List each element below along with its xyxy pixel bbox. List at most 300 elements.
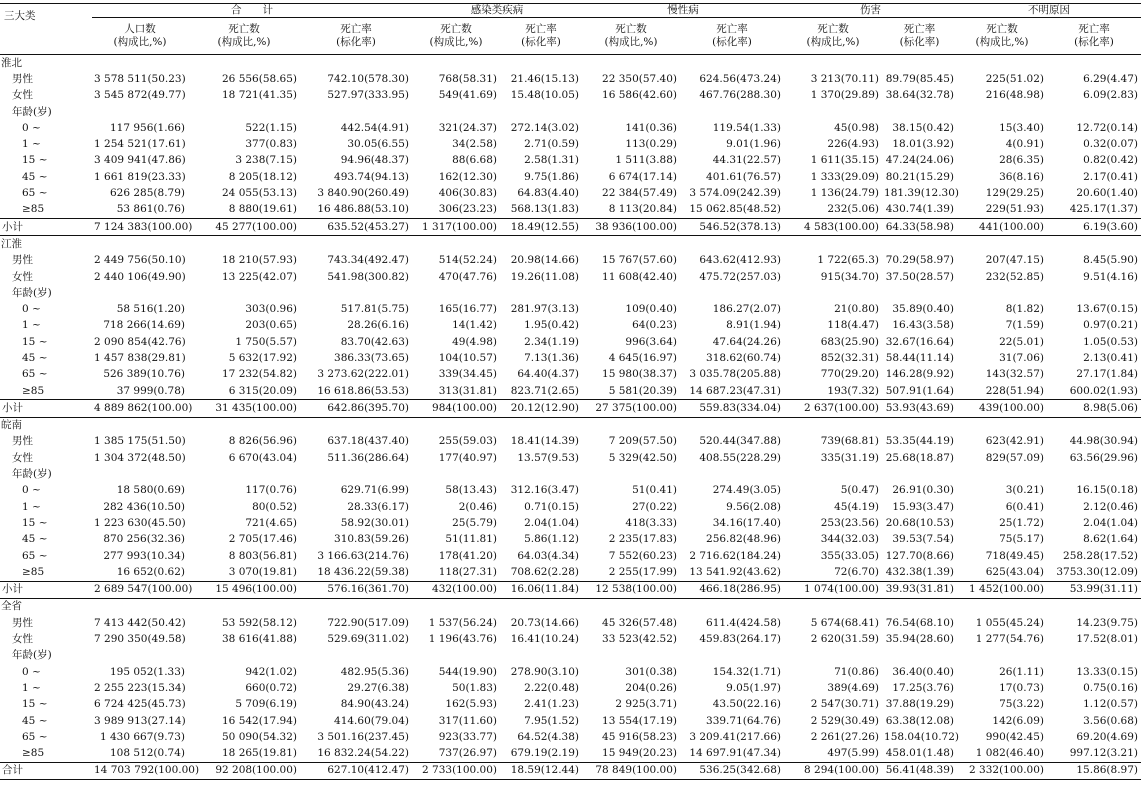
table-cell bbox=[412, 55, 500, 72]
table-cell: 430.74(1.39) bbox=[885, 203, 955, 216]
table-cell: 232(5.06) bbox=[827, 203, 880, 216]
row-label: 1 ~ bbox=[22, 138, 41, 151]
column-header-line: 死亡数 bbox=[817, 23, 849, 35]
table-cell bbox=[300, 285, 412, 301]
row-label: 合计 bbox=[0, 762, 92, 779]
table-cell bbox=[188, 417, 300, 434]
column-header-line: 死亡率 bbox=[340, 23, 372, 35]
table-cell: 6.09(2.83) bbox=[1083, 89, 1139, 102]
table-cell: 22(5.01) bbox=[999, 335, 1045, 348]
column-header-line: 死亡率 bbox=[525, 23, 557, 35]
column-header-line: (构成比,%) bbox=[806, 36, 860, 48]
table-cell: 6 315(20.09) bbox=[228, 384, 297, 397]
table-cell: 15 980(38.37) bbox=[602, 368, 678, 381]
row-label: 年龄(岁) bbox=[12, 286, 52, 299]
table-cell bbox=[680, 417, 784, 434]
table-cell: 2 090 854(42.76) bbox=[94, 335, 186, 348]
table-cell bbox=[784, 55, 882, 72]
table-cell: 118(4.47) bbox=[827, 319, 880, 332]
table-cell: 2(0.46) bbox=[458, 500, 498, 513]
table-cell: 441(100.00) bbox=[957, 218, 1047, 235]
table-cell bbox=[300, 236, 412, 253]
row-label: 江淮 bbox=[1, 237, 22, 250]
table-cell: 8 294(100.00) bbox=[784, 762, 882, 779]
table-cell bbox=[582, 598, 680, 615]
row-label: 65 ~ bbox=[22, 549, 48, 562]
table-cell: 58(13.43) bbox=[445, 484, 498, 497]
table-cell: 129(29.25) bbox=[985, 187, 1045, 200]
table-cell: 12 538(100.00) bbox=[582, 581, 680, 598]
table-cell: 2 547(30.71) bbox=[810, 698, 880, 711]
table-cell: 11 608(42.40) bbox=[602, 270, 678, 283]
table-cell: 389(4.69) bbox=[827, 681, 880, 694]
table-cell: 3 545 872(49.77) bbox=[94, 89, 186, 102]
table-cell bbox=[784, 417, 882, 434]
table-cell bbox=[882, 236, 957, 253]
row-label: 男性 bbox=[12, 254, 33, 267]
table-row bbox=[0, 434, 1141, 450]
table-cell: 15.93(3.47) bbox=[892, 500, 955, 513]
table-cell: 6 724 425(45.73) bbox=[94, 698, 186, 711]
row-label: 小计 bbox=[0, 400, 92, 417]
table-cell: 4(0.91) bbox=[1005, 138, 1045, 151]
table-cell: 37.88(19.29) bbox=[885, 698, 955, 711]
table-cell: 16.41(10.24) bbox=[510, 633, 580, 646]
table-row bbox=[0, 680, 1141, 696]
table-cell: 277 993(10.34) bbox=[103, 549, 185, 562]
table-row bbox=[0, 202, 1141, 219]
table-cell bbox=[784, 466, 882, 482]
row-label: 女性 bbox=[12, 270, 33, 283]
table-cell: 16 586(42.60) bbox=[602, 89, 678, 102]
table-cell bbox=[500, 104, 582, 120]
column-header-line: (标化率) bbox=[899, 36, 940, 48]
table-cell: 2 235(17.83) bbox=[608, 533, 678, 546]
table-cell: 282 436(10.50) bbox=[103, 500, 185, 513]
table-cell: 377(0.83) bbox=[245, 138, 297, 151]
table-cell: 274.49(3.05) bbox=[712, 484, 782, 497]
table-cell: 6(0.41) bbox=[1005, 500, 1045, 513]
table-row bbox=[0, 301, 1141, 317]
table-cell: 541.98(300.82) bbox=[327, 270, 410, 283]
table-cell: 3 409 941(47.86) bbox=[94, 154, 186, 167]
table-cell: 511.36(286.64) bbox=[327, 451, 410, 464]
table-cell: 2 261(27.26) bbox=[810, 730, 880, 743]
table-cell: 721(4.65) bbox=[245, 516, 297, 529]
table-cell bbox=[882, 417, 957, 434]
table-cell: 527.97(333.95) bbox=[327, 89, 410, 102]
table-cell bbox=[957, 55, 1047, 72]
table-cell: 36(8.16) bbox=[999, 170, 1045, 183]
table-row bbox=[0, 466, 1141, 482]
table-cell: 466.18(286.95) bbox=[680, 581, 784, 598]
row-label: ≥85 bbox=[22, 384, 45, 397]
table-cell: 8 880(19.61) bbox=[228, 203, 297, 216]
table-cell: 146.28(9.92) bbox=[885, 368, 955, 381]
table-cell: 181.39(12.30) bbox=[884, 187, 960, 200]
column-header bbox=[957, 18, 1047, 55]
table-cell: 53 861(0.76) bbox=[116, 203, 185, 216]
row-label: 1 ~ bbox=[22, 500, 41, 513]
table-cell: 3 070(19.81) bbox=[228, 565, 297, 578]
table-cell bbox=[1047, 236, 1141, 253]
table-cell bbox=[582, 104, 680, 120]
table-cell: 1 370(29.89) bbox=[810, 89, 880, 102]
table-cell: 26(1.11) bbox=[999, 665, 1045, 678]
table-cell bbox=[957, 648, 1047, 664]
table-cell: 228(51.94) bbox=[985, 384, 1045, 397]
table-cell: 3 501.16(237.45) bbox=[317, 730, 410, 743]
table-cell: 482.95(5.36) bbox=[340, 665, 410, 678]
table-cell: 18.49(12.55) bbox=[500, 218, 582, 235]
table-cell bbox=[412, 104, 500, 120]
table-cell bbox=[92, 236, 188, 253]
table-cell: 2.58(1.31) bbox=[524, 154, 580, 167]
table-cell: 739(68.81) bbox=[820, 435, 880, 448]
table-cell: 2.04(1.04) bbox=[524, 516, 580, 529]
table-cell: 718(49.45) bbox=[985, 549, 1045, 562]
table-cell: 5 329(42.50) bbox=[608, 451, 678, 464]
table-cell bbox=[784, 648, 882, 664]
table-cell: 45 277(100.00) bbox=[188, 218, 300, 235]
table-cell: 1 611(35.15) bbox=[810, 154, 880, 167]
table-row bbox=[0, 318, 1141, 334]
table-cell: 2 255(17.99) bbox=[608, 565, 678, 578]
table-cell: 13 554(17.19) bbox=[602, 714, 678, 727]
table-cell bbox=[412, 417, 500, 434]
table-row bbox=[0, 104, 1141, 120]
row-label: 45 ~ bbox=[22, 170, 48, 183]
row-label: ≥85 bbox=[22, 203, 45, 216]
row-label: 男性 bbox=[12, 435, 33, 448]
table-cell: 39.53(7.54) bbox=[892, 533, 955, 546]
table-cell: 64(0.23) bbox=[632, 319, 678, 332]
column-header-line: 死亡数 bbox=[440, 23, 472, 35]
table-cell: 984(100.00) bbox=[412, 400, 500, 417]
table-row bbox=[0, 581, 1141, 598]
table-cell: 1 055(45.24) bbox=[975, 616, 1045, 629]
table-cell: 33 523(42.52) bbox=[602, 633, 678, 646]
table-cell: 45 326(57.48) bbox=[602, 616, 678, 629]
table-cell: 21.46(15.13) bbox=[510, 72, 580, 85]
table-cell: 38 616(41.88) bbox=[222, 633, 297, 646]
table-cell: 870 256(32.36) bbox=[103, 533, 185, 546]
table-cell: 53 592(58.12) bbox=[222, 616, 297, 629]
table-cell: 143(32.57) bbox=[985, 368, 1045, 381]
column-header bbox=[784, 18, 882, 55]
table-cell: 14 697.91(47.34) bbox=[689, 747, 782, 760]
table-cell: 2 255 223(15.34) bbox=[94, 681, 186, 694]
table-cell: 637.18(437.40) bbox=[327, 435, 410, 448]
table-cell: 1 223 630(45.50) bbox=[94, 516, 186, 529]
column-header-line: (构成比,%) bbox=[217, 36, 271, 48]
table-cell: 26.91(0.30) bbox=[892, 484, 955, 497]
table-cell bbox=[92, 285, 188, 301]
table-cell bbox=[188, 466, 300, 482]
column-header-line: (构成比,%) bbox=[604, 36, 658, 48]
table-cell: 1 750(5.57) bbox=[235, 335, 297, 348]
table-cell bbox=[412, 466, 500, 482]
row-label: ≥85 bbox=[22, 565, 45, 578]
column-header bbox=[582, 18, 680, 55]
table-cell: 25(5.79) bbox=[452, 516, 498, 529]
table-cell: 470(47.76) bbox=[438, 270, 498, 283]
table-cell: 335(31.19) bbox=[820, 451, 880, 464]
table-cell: 2.34(1.19) bbox=[524, 335, 580, 348]
table-cell: 108 512(0.74) bbox=[110, 747, 185, 760]
table-cell: 708.62(2.28) bbox=[510, 565, 580, 578]
table-cell: 281.97(3.13) bbox=[510, 303, 580, 316]
table-cell bbox=[500, 417, 582, 434]
table-cell bbox=[92, 598, 188, 615]
table-cell bbox=[957, 417, 1047, 434]
table-cell: 2 637(100.00) bbox=[784, 400, 882, 417]
table-cell bbox=[882, 598, 957, 615]
table-cell bbox=[1047, 417, 1141, 434]
table-cell: 216(48.98) bbox=[985, 89, 1045, 102]
table-row bbox=[0, 400, 1141, 417]
table-cell: 154.32(1.71) bbox=[712, 665, 782, 678]
table-cell: 1 196(43.76) bbox=[428, 633, 498, 646]
table-cell bbox=[500, 598, 582, 615]
table-cell bbox=[188, 236, 300, 253]
table-cell: 1 430 667(9.73) bbox=[99, 730, 185, 743]
table-cell: 13 541.92(43.62) bbox=[689, 565, 782, 578]
table-row bbox=[0, 285, 1141, 301]
table-cell: 1 082(46.40) bbox=[975, 747, 1045, 760]
row-label: 男性 bbox=[12, 616, 33, 629]
row-label: 年龄(岁) bbox=[12, 105, 52, 118]
table-cell: 25.68(18.87) bbox=[885, 451, 955, 464]
table-cell: 3 238(7.15) bbox=[235, 154, 297, 167]
table-body bbox=[0, 55, 1141, 780]
table-cell: 3 989 913(27.14) bbox=[94, 714, 186, 727]
table-cell bbox=[1047, 648, 1141, 664]
table-cell: 83.70(42.63) bbox=[340, 335, 410, 348]
row-label: 女性 bbox=[12, 633, 33, 646]
row-label: 1 ~ bbox=[22, 319, 41, 332]
table-cell: 3 273.62(222.01) bbox=[317, 368, 410, 381]
table-cell: 2 529(30.49) bbox=[810, 714, 880, 727]
table-cell bbox=[784, 285, 882, 301]
table-cell: 3 166.63(214.76) bbox=[317, 549, 410, 562]
table-cell: 16 652(0.62) bbox=[116, 565, 185, 578]
table-cell: 20.60(1.40) bbox=[1076, 187, 1139, 200]
table-cell: 70.29(58.97) bbox=[885, 254, 955, 267]
table-cell: 0.97(0.21) bbox=[1083, 319, 1139, 332]
table-cell: 9.01(1.96) bbox=[726, 138, 782, 151]
table-cell: 4 645(16.97) bbox=[608, 351, 678, 364]
table-cell: 5 632(17.92) bbox=[228, 351, 297, 364]
table-cell bbox=[188, 104, 300, 120]
column-header bbox=[1047, 18, 1141, 55]
table-cell: 625(43.04) bbox=[985, 565, 1045, 578]
table-cell: 459.83(264.17) bbox=[699, 633, 782, 646]
table-cell: 50 090(54.32) bbox=[222, 730, 297, 743]
table-cell: 611.4(424.58) bbox=[706, 616, 782, 629]
table-cell: 458.01(1.48) bbox=[885, 747, 955, 760]
table-cell: 439(100.00) bbox=[957, 400, 1047, 417]
table-cell: 51(0.41) bbox=[632, 484, 678, 497]
table-cell: 193(7.32) bbox=[827, 384, 880, 397]
table-cell: 16.06(11.84) bbox=[500, 581, 582, 598]
table-cell: 2.13(0.41) bbox=[1083, 351, 1139, 364]
table-row bbox=[0, 269, 1141, 285]
table-cell: 9.56(2.08) bbox=[726, 500, 782, 513]
table-cell: 683(25.90) bbox=[820, 335, 880, 348]
table-cell: 89.79(85.45) bbox=[885, 72, 955, 85]
table-cell: 44.31(22.57) bbox=[712, 154, 782, 167]
table-cell: 4 889 862(100.00) bbox=[92, 400, 188, 417]
table-cell: 258.28(17.52) bbox=[1063, 549, 1139, 562]
table-cell: 1.12(0.57) bbox=[1083, 698, 1139, 711]
table-cell: 113(0.29) bbox=[625, 138, 678, 151]
table-cell: 1.95(0.42) bbox=[524, 319, 580, 332]
table-cell bbox=[188, 55, 300, 72]
row-label: 1 ~ bbox=[22, 681, 41, 694]
table-cell: 64.33(58.98) bbox=[882, 218, 957, 235]
table-cell: 56.41(48.39) bbox=[882, 762, 957, 779]
table-cell bbox=[500, 236, 582, 253]
table-cell: 9.05(1.97) bbox=[726, 681, 782, 694]
table-cell: 546.52(378.13) bbox=[680, 218, 784, 235]
table-cell: 71(0.86) bbox=[834, 665, 880, 678]
table-cell: 117(0.76) bbox=[245, 484, 297, 497]
table-cell: 5 581(20.39) bbox=[608, 384, 678, 397]
table-cell: 7 124 383(100.00) bbox=[92, 218, 188, 235]
table-cell: 35.94(28.60) bbox=[885, 633, 955, 646]
table-cell bbox=[882, 648, 957, 664]
table-cell: 12.72(0.14) bbox=[1076, 121, 1139, 134]
table-cell: 16 832.24(54.22) bbox=[317, 747, 410, 760]
table-cell: 118(27.31) bbox=[438, 565, 498, 578]
table-cell: 117 956(1.66) bbox=[110, 121, 185, 134]
table-cell: 3 035.78(205.88) bbox=[689, 368, 782, 381]
table-cell: 829(57.09) bbox=[985, 451, 1045, 464]
table-cell: 18 721(41.35) bbox=[222, 89, 297, 102]
table-cell bbox=[957, 236, 1047, 253]
table-cell: 141(0.36) bbox=[625, 121, 678, 134]
table-cell: 4 583(100.00) bbox=[784, 218, 882, 235]
table-cell bbox=[680, 236, 784, 253]
row-label: 全省 bbox=[1, 600, 22, 613]
table-cell: 7.13(1.36) bbox=[524, 351, 580, 364]
row-label: 年龄(岁) bbox=[12, 649, 52, 662]
table-cell: 3.56(0.68) bbox=[1083, 714, 1139, 727]
row-label: 0 ~ bbox=[22, 121, 41, 134]
table-cell: 92 208(100.00) bbox=[188, 762, 300, 779]
table-cell: 2 332(100.00) bbox=[957, 762, 1047, 779]
table-cell: 642.86(395.70) bbox=[300, 400, 412, 417]
table-cell bbox=[92, 466, 188, 482]
table-cell: 18 265(19.81) bbox=[222, 747, 297, 760]
table-cell: 20.73(14.66) bbox=[510, 616, 580, 629]
table-cell: 20.98(14.66) bbox=[510, 254, 580, 267]
table-row bbox=[0, 71, 1141, 87]
table-cell: 414.60(79.04) bbox=[334, 714, 410, 727]
table-cell: 743.34(492.47) bbox=[327, 254, 410, 267]
table-cell bbox=[500, 466, 582, 482]
table-cell: 852(32.31) bbox=[820, 351, 880, 364]
table-cell bbox=[188, 648, 300, 664]
table-cell: 8 113(20.84) bbox=[608, 203, 678, 216]
table-cell: 321(24.37) bbox=[438, 121, 498, 134]
table-cell: 522(1.15) bbox=[245, 121, 297, 134]
table-cell: 80.21(15.29) bbox=[885, 170, 955, 183]
table-cell: 576.16(361.70) bbox=[300, 581, 412, 598]
table-cell: 13 225(42.07) bbox=[222, 270, 297, 283]
table-cell bbox=[500, 55, 582, 72]
row-label: 小计 bbox=[0, 218, 92, 235]
row-label: 淮北 bbox=[1, 56, 22, 69]
table-cell bbox=[412, 648, 500, 664]
table-cell: 8 826(56.96) bbox=[228, 435, 297, 448]
table-cell: 27 375(100.00) bbox=[582, 400, 680, 417]
table-cell: 18 210(57.93) bbox=[222, 254, 297, 267]
table-cell: 142(6.09) bbox=[992, 714, 1045, 727]
table-cell: 94.96(48.37) bbox=[340, 154, 410, 167]
table-header bbox=[0, 4, 1141, 55]
table-cell: 1 722(65.3) bbox=[817, 254, 880, 267]
table-cell: 0.71(0.15) bbox=[524, 500, 580, 513]
table-cell: 27.17(1.84) bbox=[1076, 368, 1139, 381]
table-cell: 127.70(8.66) bbox=[885, 549, 955, 562]
table-cell: 15(3.40) bbox=[999, 121, 1045, 134]
table-cell: 104(10.57) bbox=[438, 351, 498, 364]
column-header-line: (构成比,%) bbox=[429, 36, 483, 48]
table-row bbox=[0, 532, 1141, 548]
table-cell: 339.71(64.76) bbox=[706, 714, 782, 727]
table-cell: 493.74(94.13) bbox=[334, 170, 410, 183]
table-cell: 517.81(5.75) bbox=[340, 303, 410, 316]
table-cell: 186.27(2.07) bbox=[712, 303, 782, 316]
table-cell: 3753.30(12.09) bbox=[1056, 565, 1139, 578]
table-cell: 31(7.06) bbox=[999, 351, 1045, 364]
table-cell bbox=[188, 285, 300, 301]
table-cell: 16 618.86(53.53) bbox=[317, 384, 410, 397]
table-cell: 162(5.93) bbox=[445, 698, 498, 711]
table-cell: 51(11.81) bbox=[445, 533, 498, 546]
table-cell bbox=[680, 466, 784, 482]
table-cell: 38.64(32.78) bbox=[885, 89, 955, 102]
table-row bbox=[0, 745, 1141, 762]
table-cell: 165(16.77) bbox=[438, 303, 498, 316]
table-cell: 679.19(2.19) bbox=[510, 747, 580, 760]
row-label: 65 ~ bbox=[22, 730, 48, 743]
table-cell: 623(42.91) bbox=[985, 435, 1045, 448]
table-cell: 25(1.72) bbox=[999, 516, 1045, 529]
table-cell: 35.89(0.40) bbox=[892, 303, 955, 316]
table-cell: 418(3.33) bbox=[625, 516, 678, 529]
table-cell: 520.44(347.88) bbox=[699, 435, 782, 448]
table-cell: 2.22(0.48) bbox=[524, 681, 580, 694]
table-cell bbox=[300, 598, 412, 615]
table-cell: 28.33(6.17) bbox=[347, 500, 410, 513]
table-cell: 823.71(2.65) bbox=[510, 384, 580, 397]
table-cell bbox=[300, 648, 412, 664]
table-cell: 1 074(100.00) bbox=[784, 581, 882, 598]
table-cell: 9.75(1.86) bbox=[524, 170, 580, 183]
table-cell: 64.40(4.37) bbox=[517, 368, 580, 381]
table-cell bbox=[680, 104, 784, 120]
table-cell: 301(0.38) bbox=[625, 665, 678, 678]
column-header bbox=[882, 18, 957, 55]
table-cell: 425.17(1.37) bbox=[1069, 203, 1139, 216]
table-cell: 14(1.42) bbox=[452, 319, 498, 332]
table-cell: 253(23.56) bbox=[820, 516, 880, 529]
table-cell: 53.99(31.11) bbox=[1047, 581, 1141, 598]
table-cell bbox=[1047, 55, 1141, 72]
